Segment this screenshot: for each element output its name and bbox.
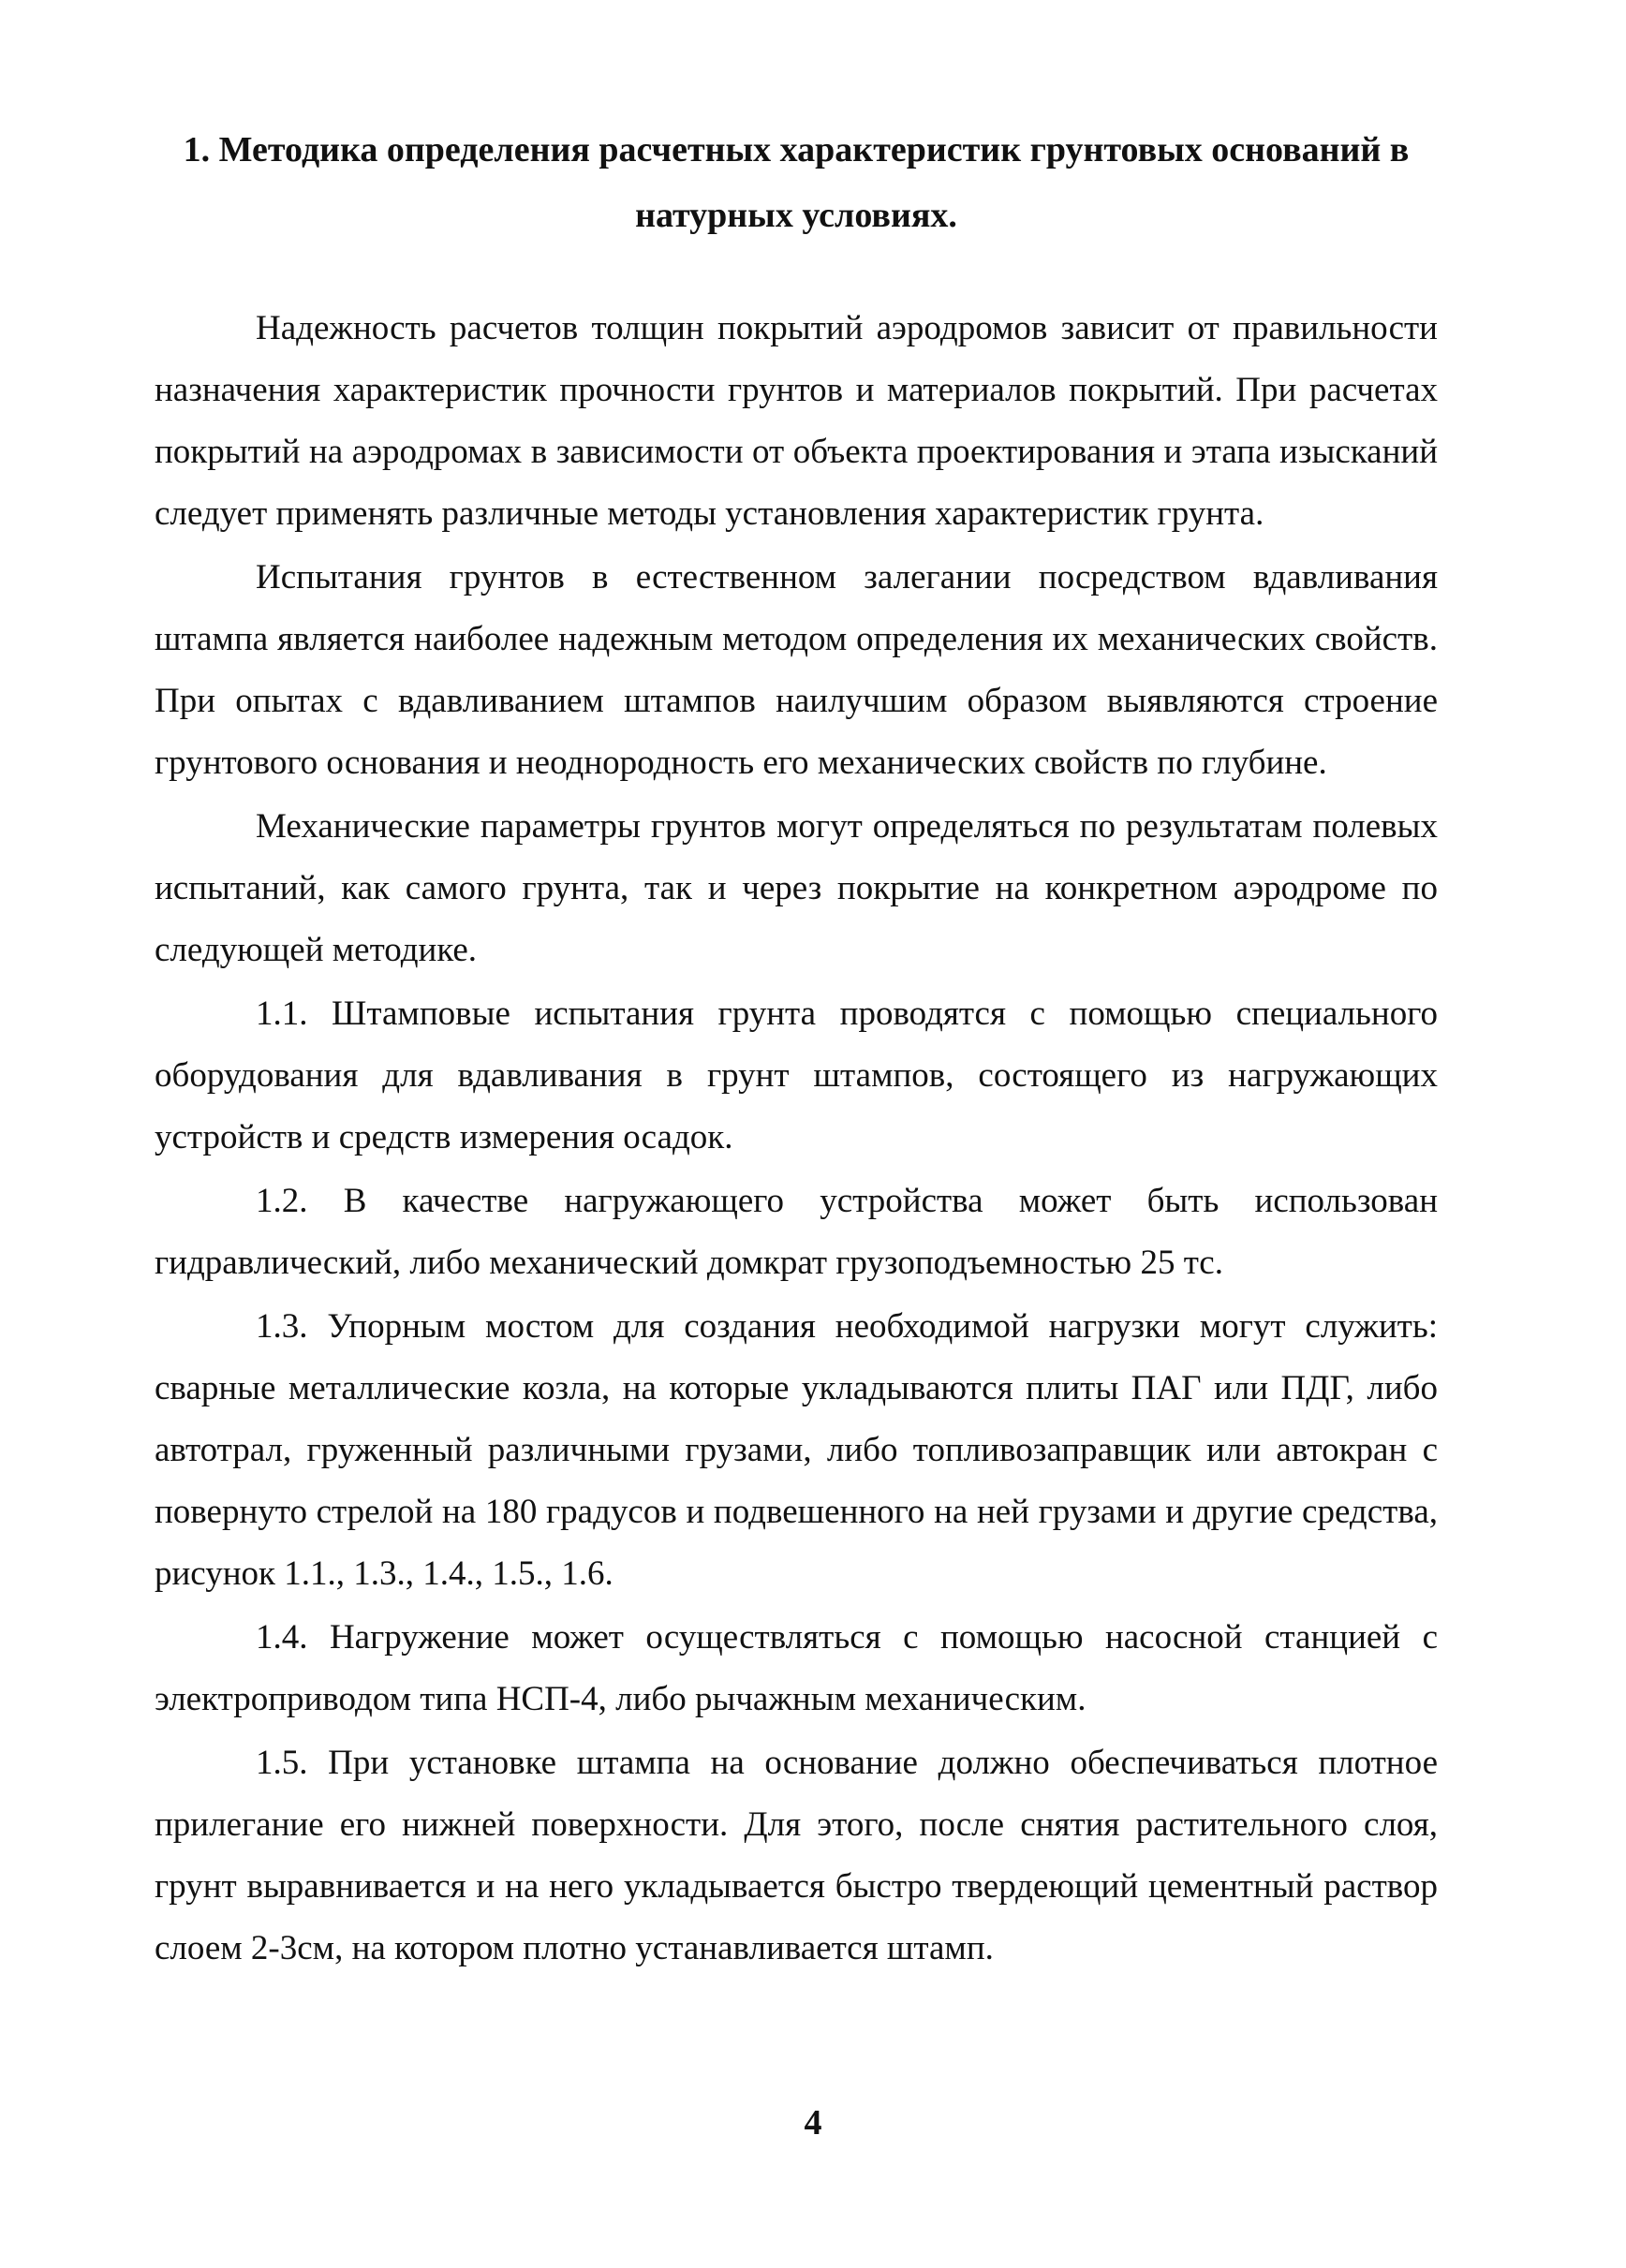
paragraph-stamp-testing: Испытания грунтов в естественном залегании посредством вдавливания штампа является наиболее надежным методом определения их механических свойств. При опытах с вдавливанием штампов наилучшим образом выявляются строение грунтового основания и неоднородность его механических свойств по глубине.: [155, 558, 1438, 782]
heading-line-1: 1. Методика определения расчетных характеристик грунтовых оснований в: [183, 130, 1410, 169]
body-text: [155, 298, 1438, 1980]
paragraph-reliability: Надежность расчетов толщин покрытий аэродромов зависит от правильности назначения характеристик прочности грунтов и материалов покрытий. При расчетах покрытий на аэродромах в зависимости от объекта проектирования и этапа изысканий следует применять различные методы установления характеристик грунта.: [155, 309, 1438, 533]
heading-line-2: натурных условиях.: [635, 196, 957, 235]
section-heading: [150, 117, 1442, 248]
paragraph-mechanical-parameters: Механические параметры грунтов могут определяться по результатам полевых испытаний, как самого грунта, так и через покрытие на конкретном аэродроме по следующей методике.: [155, 807, 1438, 969]
paragraph-item-1-4: 1.4. Нагружение может осуществляться с помощью насосной станцией с электроприводом типа НСП-4, либо рычажным механическим.: [155, 1618, 1438, 1718]
paragraph-item-1-2: 1.2. В качестве нагружающего устройства может быть использован гидравлический, либо механический домкрат грузоподъемностью 25 тс.: [155, 1182, 1438, 1282]
paragraph-item-1-3: 1.3. Упорным мостом для создания необходимой нагрузки могут служить: сварные металлические козла, на которые укладываются плиты ПАГ или ПДГ, либо автотрал, груженный различными грузами, либо топливозаправщик или автокран с повернуто стрелой на 180 градусов и подвешенного на ней грузами и другие средства, рисунок 1.1., 1.3., 1.4., 1.5., 1.6.: [155, 1307, 1438, 1593]
paragraph-item-1-1: 1.1. Штамповые испытания грунта проводятся с помощью специального оборудования для вдавливания в грунт штампов, состоящего из нагружающих устройств и средств измерения осадок.: [155, 994, 1438, 1156]
page-number: 4: [804, 2103, 822, 2143]
paragraph-item-1-5: 1.5. При установке штампа на основание должно обеспечиваться плотное прилегание его нижней поверхности. Для этого, после снятия растительного слоя, грунт выравнивается и на него укладывается быстро твердеющий цементный раствор слоем 2-3см, на котором плотно устанавливается штамп.: [155, 1744, 1438, 1967]
